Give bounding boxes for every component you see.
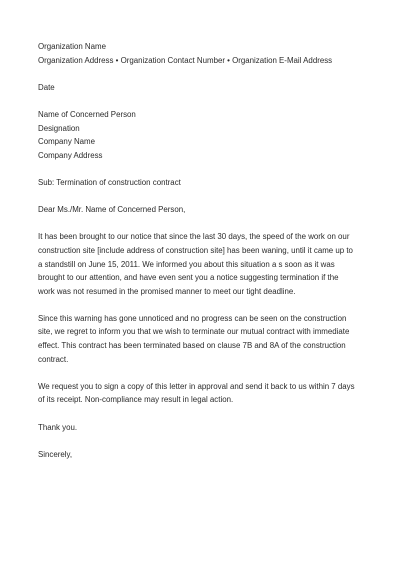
recipient-block (38, 108, 373, 162)
paragraph-line: effect. This contract has been terminated based on clause 7B and 8A of the construction (38, 341, 346, 351)
paragraph-line: brought to our attention, and have even sent you a notice suggesting termination if the (38, 273, 339, 283)
organization-name: Organization Name (38, 42, 106, 51)
body-paragraph-2 (38, 312, 373, 366)
recipient-designation: Designation (38, 123, 80, 133)
body-paragraph-3 (38, 380, 373, 407)
paragraph-line: We request you to sign a copy of this letter in approval and send it back to us within 7 days (38, 381, 355, 391)
paragraph-line: contract. (38, 354, 69, 364)
recipient-company-address: Company Address (38, 150, 103, 160)
body-paragraph-1 (38, 230, 373, 298)
signoff: Sincerely, (38, 449, 73, 459)
paragraph-line: construction site [include address of construction site] has been waning, until it came up to (38, 245, 353, 255)
paragraph-line: It has been brought to our notice that since the last 30 days, the speed of the work on our (38, 232, 350, 242)
recipient-company-name: Company Name (38, 137, 96, 147)
sender-block (38, 40, 373, 67)
paragraph-line: site, we regret to inform you that we wish to terminate our mutual contract with immediate (38, 327, 350, 337)
paragraph-line: work was not resumed in the promised manner to meet our tight deadline. (38, 286, 296, 296)
letter-date: Date (38, 82, 55, 92)
closing-thanks: Thank you. (38, 422, 78, 432)
recipient-name: Name of Concerned Person (38, 109, 136, 119)
paragraph-line: a standstill on June 15, 2011. We informed you about this situation a s soon as it was (38, 259, 335, 269)
organization-contact-line: Organization Address • Organization Contact Number • Organization E-Mail Address (38, 55, 333, 65)
subject-line: Sub: Termination of construction contract (38, 177, 181, 187)
paragraph-line: of its receipt. Non-compliance may result in legal action. (38, 395, 234, 405)
salutation: Dear Ms./Mr. Name of Concerned Person, (38, 205, 186, 215)
paragraph-line: Since this warning has gone unnoticed and no progress can be seen on the construction (38, 313, 347, 323)
